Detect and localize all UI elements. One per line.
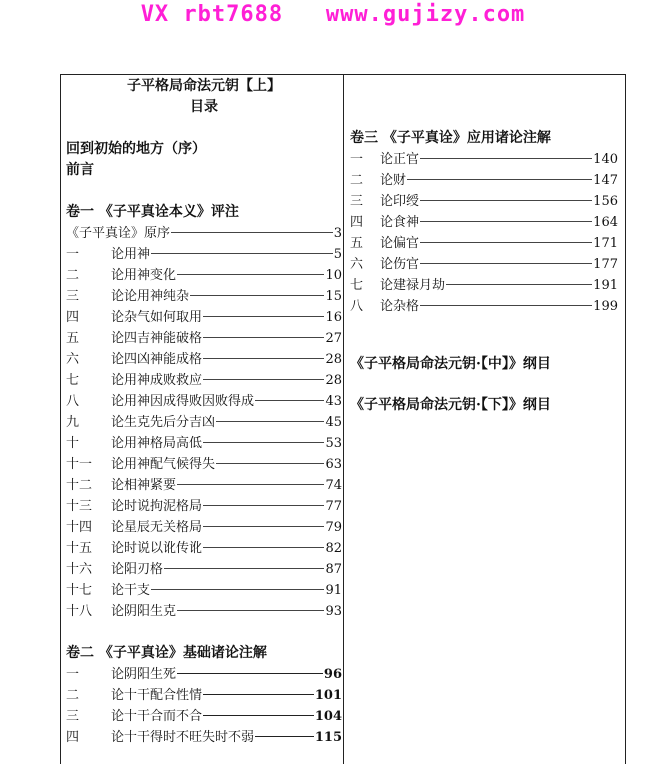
toc-entry[interactable] xyxy=(66,391,342,412)
toc-entry[interactable] xyxy=(66,706,342,727)
leader-line xyxy=(203,547,324,548)
volume-3-list xyxy=(350,149,618,317)
toc-entry-page: 45 xyxy=(325,415,342,430)
toc-entry-number: 一 xyxy=(66,667,80,682)
toc-entry-title: 论财 xyxy=(380,173,407,188)
toc-entry-page: 171 xyxy=(593,236,618,251)
toc-entry-title: 论杂气如何取用 xyxy=(111,310,203,325)
toc-entry-number: 十五 xyxy=(66,541,93,556)
leader-line xyxy=(420,263,592,264)
toc-entry-title: 论杂格 xyxy=(380,299,420,314)
toc-entry-page: 77 xyxy=(325,499,342,514)
toc-entry-page: 10 xyxy=(325,268,342,283)
toc-entry-page: 96 xyxy=(323,667,342,682)
toc-entry-page: 15 xyxy=(325,289,342,304)
toc-entry-title: 论用神因成得败因败得成 xyxy=(111,394,255,409)
toc-entry-page: 16 xyxy=(325,310,342,325)
toc-entry[interactable] xyxy=(66,286,342,307)
toc-entry[interactable] xyxy=(66,685,342,706)
leader-line xyxy=(177,673,323,674)
leader-line xyxy=(151,253,333,254)
toc-entry-page: 74 xyxy=(325,478,342,493)
toc-entry-title: 论十干得时不旺失时不弱 xyxy=(111,730,255,745)
toc-entry-number: 三 xyxy=(66,289,80,304)
toc-entry[interactable] xyxy=(66,433,342,454)
toc-entry-page: 199 xyxy=(593,299,618,314)
toc-entry-number: 十六 xyxy=(66,562,93,577)
toc-entry-number: 四 xyxy=(66,730,80,745)
toc-entry[interactable] xyxy=(350,170,618,191)
toc-entry-title: 论用神格局高低 xyxy=(111,436,203,451)
toc-entry-number: 二 xyxy=(350,173,364,188)
leader-line xyxy=(420,221,592,222)
toc-entry[interactable] xyxy=(66,496,342,517)
toc-entry-page: 93 xyxy=(325,604,342,619)
toc-entry[interactable] xyxy=(350,275,618,296)
toc-entry-number: 十七 xyxy=(66,583,93,598)
leader-line xyxy=(164,568,324,569)
toc-entry-number: 十一 xyxy=(66,457,93,472)
toc-entry-page: 63 xyxy=(325,457,342,472)
right-column xyxy=(350,76,618,416)
toc-entry-number: 七 xyxy=(350,278,364,293)
toc-entry[interactable] xyxy=(66,559,342,580)
preface-entry[interactable]: 回到初始的地方（序） xyxy=(66,141,206,157)
toc-entry-number: 十四 xyxy=(66,520,93,535)
toc-entry-number: 九 xyxy=(66,415,80,430)
toc-entry[interactable] xyxy=(350,233,618,254)
toc-entry-number: 八 xyxy=(66,394,80,409)
toc-entry-page: 104 xyxy=(314,709,342,724)
toc-entry[interactable] xyxy=(66,244,342,265)
leader-line xyxy=(177,274,324,275)
toc-entry-number: 二 xyxy=(66,688,80,703)
toc-entry-number: 六 xyxy=(350,257,364,272)
toc-entry-page: 53 xyxy=(325,436,342,451)
toc-entry-title: 论四吉神能破格 xyxy=(111,331,203,346)
toc-entry[interactable] xyxy=(66,664,342,685)
watermark: VX rbt7688 www.gujizy.com xyxy=(140,2,526,27)
toc-entry-title: 论正官 xyxy=(380,152,420,167)
toc-entry-page: 43 xyxy=(325,394,342,409)
toc-entry-page: 115 xyxy=(314,730,342,745)
leader-line xyxy=(190,295,324,296)
toc-entry-title: 论阳刃格 xyxy=(111,562,164,577)
toc-entry-number: 四 xyxy=(350,215,364,230)
toc-entry-title: 论用神配气候得失 xyxy=(111,457,216,472)
toc-entry-number: 四 xyxy=(66,310,80,325)
toc-entry[interactable] xyxy=(350,296,618,317)
toc-entry-title: 论偏官 xyxy=(380,236,420,251)
toc-entry-title: 论时说拘泥格局 xyxy=(111,499,203,514)
toc-entry-title: 论论用神纯杂 xyxy=(111,289,190,304)
toc-entry-title: 论阴阳生克 xyxy=(111,604,177,619)
toc-entry-title: 论星辰无关格局 xyxy=(111,520,203,535)
toc-entry-page: 28 xyxy=(325,373,342,388)
toc-entry[interactable] xyxy=(66,328,342,349)
toc-entry[interactable] xyxy=(66,370,342,391)
toc-entry-title: 论十干配合性情 xyxy=(111,688,203,703)
toc-entry-number: 二 xyxy=(66,268,80,283)
toc-entry[interactable] xyxy=(350,191,618,212)
toc-entry-title: 论时说以讹传讹 xyxy=(111,541,203,556)
leader-line xyxy=(255,400,324,401)
toc-entry-title: 论伤官 xyxy=(380,257,420,272)
toc-entry[interactable] xyxy=(66,265,342,286)
toc-entry-title: 论干支 xyxy=(111,583,151,598)
leader-line xyxy=(203,442,324,443)
toc-entry-page: 3 xyxy=(333,226,342,241)
volume-2-list xyxy=(66,664,342,748)
toc-entry-page: 140 xyxy=(593,152,618,167)
toc-entry-number: 三 xyxy=(66,709,80,724)
toc-entry-page: 5 xyxy=(333,247,342,262)
leader-line xyxy=(420,305,592,306)
toc-entry-page: 82 xyxy=(325,541,342,556)
toc-entry-title: 论阴阳生死 xyxy=(111,667,177,682)
toc-entry-page: 147 xyxy=(593,173,618,188)
leader-line xyxy=(420,158,592,159)
toc-entry-title: 论用神成败救应 xyxy=(111,373,203,388)
middle-outline-entry[interactable]: 《子平格局命法元钥·【中】》纲目 xyxy=(350,356,551,372)
toc-entry-page: 177 xyxy=(593,257,618,272)
toc-entry[interactable] xyxy=(66,412,342,433)
toc-entry-title: 《子平真诠》原序 xyxy=(66,226,171,241)
toc-entry-page: 27 xyxy=(325,331,342,346)
volume-heading: 卷一 《子平真诠本义》评注 xyxy=(66,204,239,220)
toc-entry-number: 一 xyxy=(66,247,80,262)
leader-line xyxy=(203,379,324,380)
toc-entry-page: 191 xyxy=(593,278,618,293)
toc-entry-number: 十八 xyxy=(66,604,93,619)
volume-1-list xyxy=(66,223,342,622)
toc-entry-number: 五 xyxy=(66,331,80,346)
contents-title: 目录 xyxy=(190,99,218,115)
toc-entry-number: 十二 xyxy=(66,478,93,493)
toc-entry-page: 91 xyxy=(325,583,342,598)
leader-line xyxy=(420,242,592,243)
toc-entry[interactable] xyxy=(66,601,342,622)
column-divider xyxy=(343,74,344,764)
leader-line xyxy=(216,421,324,422)
toc-entry-page: 28 xyxy=(325,352,342,367)
foreword-entry[interactable]: 前言 xyxy=(66,162,94,178)
leader-line xyxy=(407,179,592,180)
leader-line xyxy=(420,200,592,201)
toc-entry[interactable] xyxy=(66,307,342,328)
toc-entry-title: 论相神紧要 xyxy=(111,478,177,493)
toc-entry-title: 论印绶 xyxy=(380,194,420,209)
toc-entry-number: 八 xyxy=(350,299,364,314)
toc-entry-title: 论食神 xyxy=(380,215,420,230)
leader-line xyxy=(446,284,592,285)
left-column xyxy=(66,76,342,748)
leader-line xyxy=(151,589,324,590)
toc-entry[interactable] xyxy=(66,223,342,244)
toc-entry-title: 论用神 xyxy=(111,247,151,262)
toc-entry[interactable] xyxy=(66,475,342,496)
volume-heading: 卷三 《子平真诠》应用诸论注解 xyxy=(350,130,551,146)
toc-entry-page: 79 xyxy=(325,520,342,535)
toc-entry-number: 五 xyxy=(350,236,364,251)
toc-entry[interactable] xyxy=(350,149,618,170)
leader-line xyxy=(203,316,324,317)
leader-line xyxy=(171,232,333,233)
leader-line xyxy=(203,715,314,716)
toc-entry-page: 164 xyxy=(593,215,618,230)
leader-line xyxy=(203,505,324,506)
toc-entry[interactable] xyxy=(350,212,618,233)
toc-entry-title: 论四凶神能成格 xyxy=(111,352,203,367)
toc-entry-title: 论十干合而不合 xyxy=(111,709,203,724)
toc-entry-number: 三 xyxy=(350,194,364,209)
volume-heading: 卷二 《子平真诠》基础诸论注解 xyxy=(66,645,267,661)
toc-entry-number: 十 xyxy=(66,436,80,451)
toc-entry-number: 十三 xyxy=(66,499,93,514)
toc-entry[interactable] xyxy=(350,254,618,275)
leader-line xyxy=(203,694,314,695)
toc-entry[interactable] xyxy=(66,580,342,601)
toc-entry-number: 六 xyxy=(66,352,80,367)
leader-line xyxy=(177,484,324,485)
toc-entry-page: 156 xyxy=(593,194,618,209)
toc-entry-number: 一 xyxy=(350,152,364,167)
leader-line xyxy=(203,337,324,338)
leader-line xyxy=(203,526,324,527)
toc-entry-page: 87 xyxy=(325,562,342,577)
lower-outline-entry[interactable]: 《子平格局命法元钥·【下】》纲目 xyxy=(350,397,551,413)
leader-line xyxy=(203,358,324,359)
toc-entry-title: 论用神变化 xyxy=(111,268,177,283)
toc-entry-title: 论建禄月劫 xyxy=(380,278,446,293)
leader-line xyxy=(216,463,324,464)
toc-entry-number: 七 xyxy=(66,373,80,388)
leader-line xyxy=(177,610,324,611)
toc-entry[interactable] xyxy=(66,727,342,748)
toc-entry[interactable] xyxy=(66,517,342,538)
toc-entry[interactable] xyxy=(66,454,342,475)
toc-entry[interactable] xyxy=(66,538,342,559)
toc-entry[interactable] xyxy=(66,349,342,370)
book-title: 子平格局命法元钥【上】 xyxy=(127,78,281,94)
leader-line xyxy=(255,736,314,737)
toc-entry-page: 101 xyxy=(314,688,342,703)
toc-entry-title: 论生克先后分吉凶 xyxy=(111,415,216,430)
